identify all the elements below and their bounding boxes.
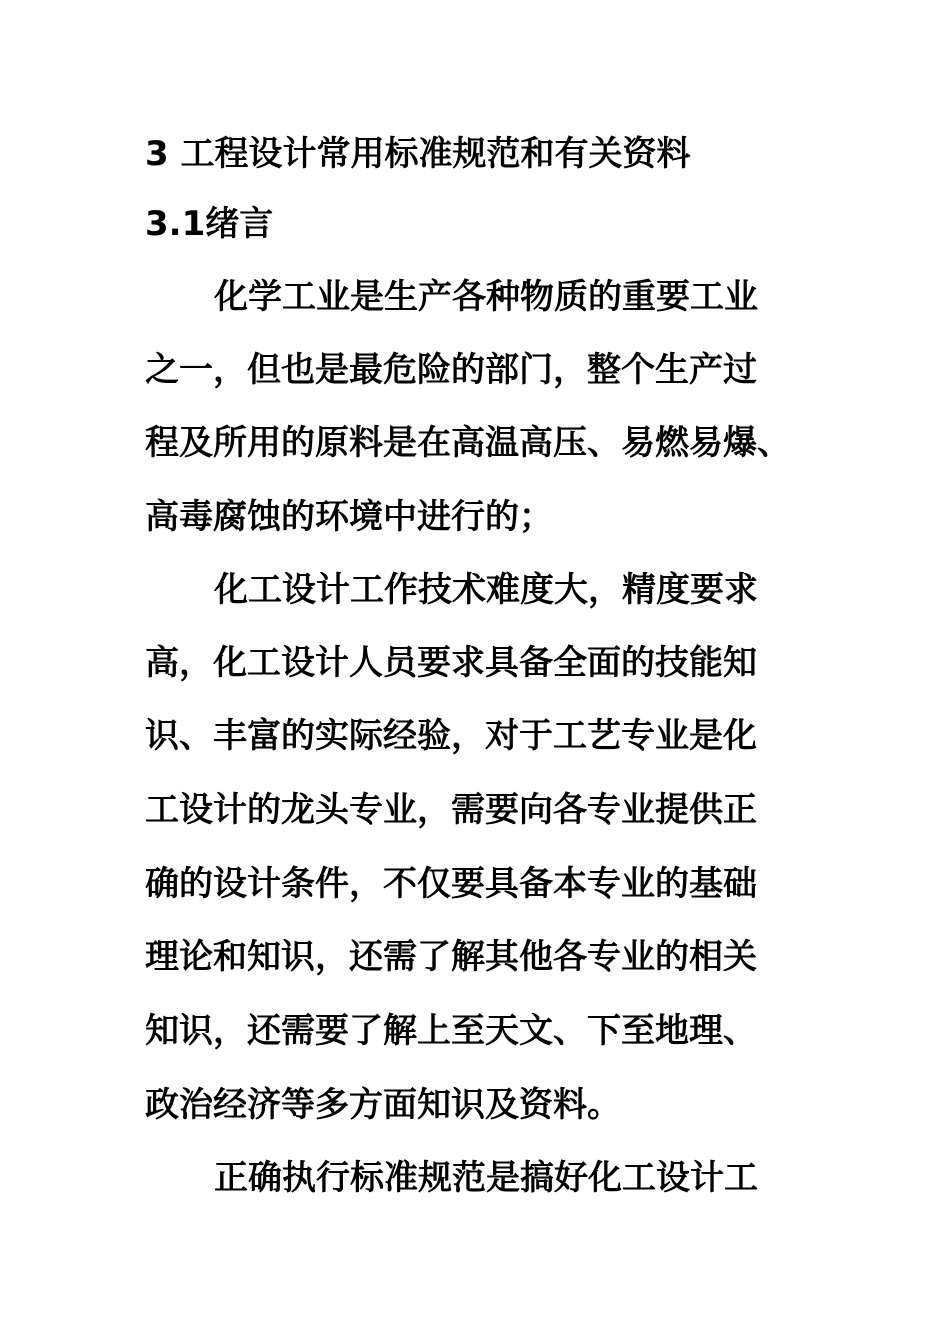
paragraph-2-line-8: 政治经济等多方面知识及资料。: [145, 1085, 621, 1125]
paragraph-3-line-1: 正确执行标准规范是搞好化工设计工: [214, 1158, 758, 1198]
subsection-heading: 3.1绪言: [145, 204, 274, 244]
paragraph-2-line-7: 知识，还需要了解上至天文、下至地理、: [145, 1011, 757, 1051]
paragraph-1-line-2: 之一，但也是最危险的部门，整个生产过: [145, 350, 757, 390]
paragraph-2-line-6: 理论和知识，还需了解其他各专业的相关: [145, 937, 757, 977]
paragraph-1-line-3: 程及所用的原料是在高温高压、易燃易爆、: [145, 423, 791, 463]
paragraph-2-line-5: 确的设计条件，不仅要具备本专业的基础: [145, 864, 757, 904]
paragraph-2-line-2: 高，化工设计人员要求具备全面的技能知: [145, 643, 757, 683]
paragraph-2-line-1: 化工设计工作技术难度大，精度要求: [214, 570, 758, 610]
paragraph-2-line-3: 识、丰富的实际经验，对于工艺专业是化: [145, 716, 757, 756]
paragraph-1-line-4: 高毒腐蚀的环境中进行的；: [145, 497, 553, 537]
paragraph-2-line-4: 工设计的龙头专业，需要向各专业提供正: [145, 790, 757, 830]
section-heading: 3 工程设计常用标准规范和有关资料: [145, 134, 691, 174]
paragraph-1-line-1: 化学工业是生产各种物质的重要工业: [214, 277, 758, 317]
